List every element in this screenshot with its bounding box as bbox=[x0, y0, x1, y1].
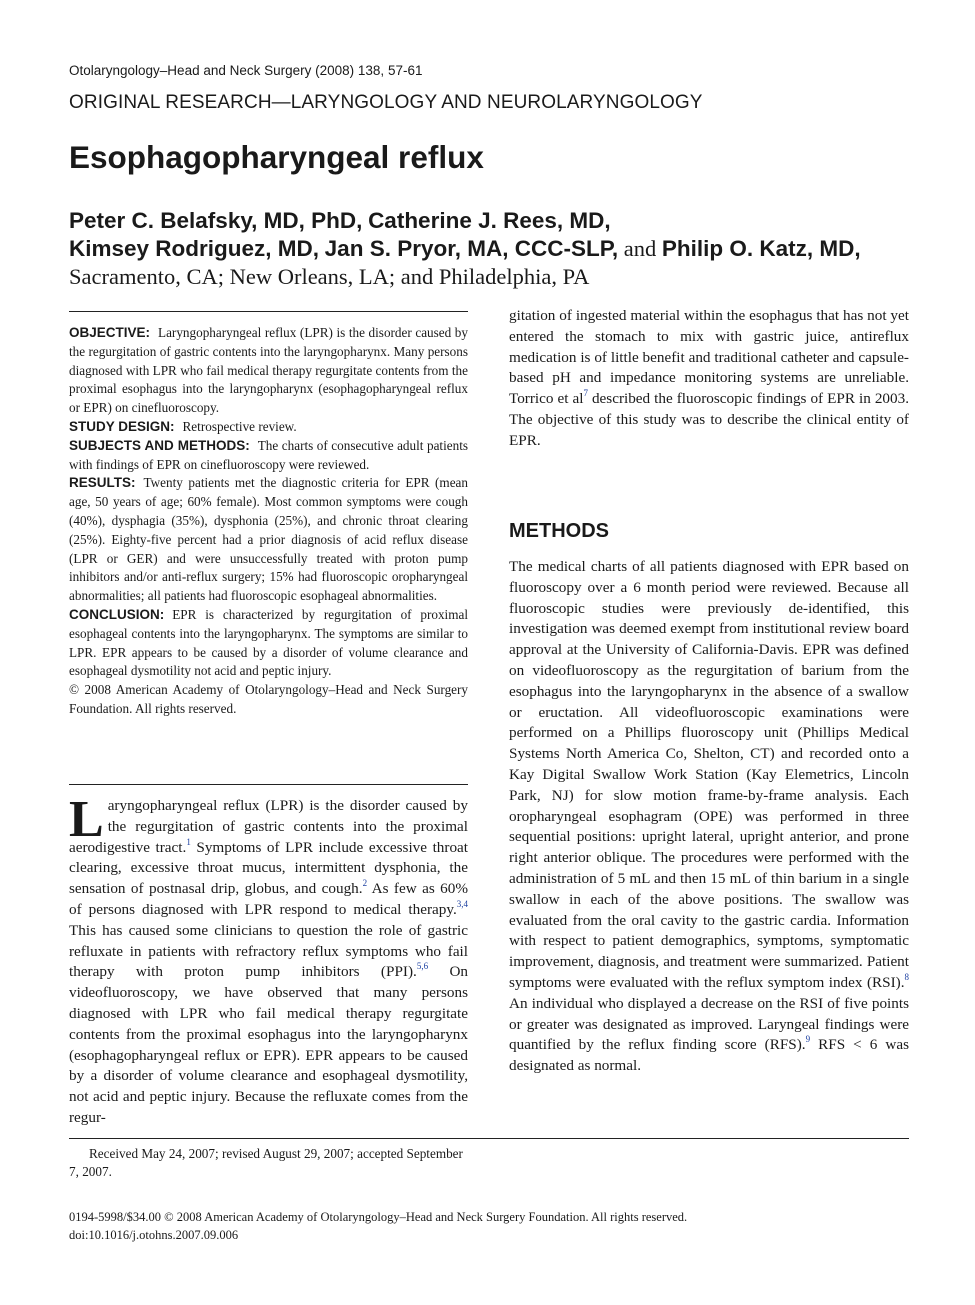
body-text: described the fluoroscopic findings of EPR in 2003. The objective of this study was to describe the clinical entity of EPR. bbox=[509, 390, 909, 449]
citation-link[interactable]: 9 bbox=[805, 1034, 811, 1045]
abstract-bottom-rule bbox=[69, 784, 468, 785]
abstract-text: The charts of consecutive adult patients with findings of EPR on cinefluoroscopy were reviewed. bbox=[69, 437, 468, 472]
footer-copyright: 0194-5998/$34.00 © 2008 American Academy of Otolaryngology–Head and Neck Surgery Foundation. All rights reserved. bbox=[69, 1210, 688, 1224]
citation-link[interactable]: 3,4 bbox=[456, 898, 468, 909]
author-name: Catherine J. Rees, MD, bbox=[368, 208, 611, 233]
section-heading: ORIGINAL RESEARCH—LARYNGOLOGY AND NEUROLARYNGOLOGY bbox=[69, 92, 703, 113]
journal-citation: Otolaryngology–Head and Neck Surgery (2008) 138, 57-61 bbox=[69, 63, 423, 78]
footnote-rule bbox=[69, 1138, 909, 1139]
received-dates: Received May 24, 2007; revised August 29, 2007; accepted September 7, 2007. bbox=[69, 1146, 463, 1179]
body-text: As few as 60% of persons diagnosed with LPR respond to medical therapy. bbox=[69, 880, 468, 918]
author-name: Jan S. Pryor, MA, CCC-SLP, bbox=[324, 236, 619, 261]
body-text: On videofluoroscopy, we have observed that many persons diagnosed with LPR who fail medical therapy regurgitate contents from the proximal esophagus into the laryngopharynx (esophagopharyngeal reflux or EPR). EPR appears to be caused by a disorder of volume clearance and esophageal dysmotility, not acid and peptic injury. Because the refluxate comes from the regur- bbox=[69, 963, 469, 1126]
body-text: This has caused some clinicians to question the role of gastric refluxate in patients with refractory reflux symptoms who fail therapy with proton pump inhibitors (PPI). bbox=[69, 921, 468, 981]
author-name: Philip O. Katz, MD, bbox=[661, 236, 861, 261]
abstract-design bbox=[69, 418, 468, 437]
drop-cap: L bbox=[69, 791, 104, 848]
abstract bbox=[69, 324, 468, 719]
abstract-label: CONCLUSION: bbox=[69, 606, 165, 622]
abstract-results bbox=[69, 474, 468, 606]
abstract-label: SUBJECTS AND METHODS: bbox=[69, 437, 250, 453]
author-name: Kimsey Rodriguez, MD, bbox=[69, 236, 320, 261]
citation-link[interactable]: 7 bbox=[583, 388, 588, 399]
abstract-text: EPR is characterized by regurgitation of proximal esophageal contents into the laryngopharynx. The symptoms are similar to LPR. EPR appears to be caused by a disorder of volume clearance and esophageal dysmotility not acid and peptic injury. bbox=[69, 606, 468, 679]
abstract-text: Twenty patients met the diagnostic criteria for EPR (mean age, 50 years of age; 60% female). Most common symptoms were cough (40%), dysphagia (35%), dysphonia (25%), and chronic throat clearing (25%). Eighty-five percent had a prior diagnosis of acid reflux disease (LPR or GER) and were unsuccessfully treated with proton pump inhibitors and/or anti-reflux surgery; 15% had fluoroscopic oropharyngeal abnormalities; all patients had fluoroscopic esophageal abnormalities. bbox=[69, 475, 468, 604]
abstract-methods bbox=[69, 437, 468, 475]
doi[interactable]: doi:10.1016/j.otohns.2007.09.006 bbox=[69, 1228, 239, 1242]
abstract-top-rule bbox=[69, 311, 468, 312]
citation-link[interactable]: 1 bbox=[186, 836, 191, 847]
methods-heading: METHODS bbox=[509, 520, 609, 542]
abstract-conclusion bbox=[69, 606, 468, 681]
author-locations: Sacramento, CA; New Orleans, LA; and Philadelphia, PA bbox=[69, 264, 590, 289]
abstract-label: STUDY DESIGN: bbox=[69, 418, 175, 434]
introduction-continued bbox=[509, 306, 909, 452]
abstract-objective bbox=[69, 324, 468, 418]
citation-link[interactable]: 2 bbox=[362, 878, 368, 889]
body-text: aryngopharyngeal reflux (LPR) is the disorder caused by the regurgitation of gastric contents into the proximal aerodigestive tract. bbox=[69, 797, 468, 856]
author-name: Peter C. Belafsky, MD, PhD, bbox=[69, 208, 363, 233]
abstract-copyright: © 2008 American Academy of Otolaryngology–Head and Neck Surgery Foundation. All rights reserved. bbox=[69, 682, 468, 716]
body-text: An individual who displayed a decrease on the RSI of five points or greater was designated as improved. Laryngeal findings were quantified by the reflux finding score (RFS). bbox=[509, 994, 909, 1054]
abstract-text: Laryngopharyngeal reflux (LPR) is the disorder caused by the regurgitation of gastric contents into the laryngopharynx. Many persons diagnosed with LPR who fail medical therapy regurgitate contents from the proximal esophagus into the laryngopharynx (esophagopharyngeal reflux or EPR) on cinefluoroscopy. bbox=[69, 325, 468, 416]
article-title: Esophagopharyngeal reflux bbox=[69, 139, 484, 175]
body-text: RFS < 6 was designated as normal. bbox=[509, 1036, 909, 1075]
citation-link[interactable]: 5,6 bbox=[416, 961, 429, 972]
body-text: Symptoms of LPR include excessive throat clearing, excessive throat mucus, intermittent dysphonia, the sensation of postnasal drip, globus, and cough. bbox=[69, 838, 468, 898]
introduction-text bbox=[69, 791, 469, 1129]
abstract-label: OBJECTIVE: bbox=[69, 325, 151, 340]
citation-link[interactable]: 8 bbox=[904, 971, 909, 982]
body-text: gitation of ingested material within the esophagus that has not yet entered the stomach to mix with gastric juice, antireflux medication is of little benefit and traditional catheter and capsule-based pH and impedance monitoring systems are unreliable. Torrico et al bbox=[509, 307, 909, 408]
abstract-label: RESULTS: bbox=[69, 475, 136, 491]
body-text: The medical charts of all patients diagnosed with EPR based on fluoroscopy over a 6 month period were reviewed. Because all fluoroscopic studies were previously de-identified, this investigation was deemed exempt from institutional review board approval at the University of California-Davis. EPR was defined on videofluoroscopy as the regurgitation of barium from the esophagus into the laryngopharynx in the absence of a swallow or eructation. All videofluoroscopic examinations were performed on a Phillips fluoroscopy unit (Phillips Medical Systems North America Co, Shelton, CT) and recorded onto a Kay Digital Swallow Work Station (Kay Elemetrics, Lincoln Park, NJ) for slow motion frame-by-frame analysis. Each oropharyngeal esophagram (OPE) was performed in three sequential positions: upright lateral, upright anterior, and prone right anterior oblique. The procedures were performed with the administration of 5 mL and then 15 mL of thin barium in a single swallow in each of the above positions. The swallow was evaluated from the oral cavity to the gastric cardia. Information with respect to patient demographics, symptoms, symptomatic improvement, diagnosis, and treatment were summarized. Patient symptoms were evaluated with the reflux symptom index (RSI). bbox=[509, 558, 909, 991]
methods-text bbox=[509, 557, 909, 1077]
abstract-text: Retrospective review. bbox=[182, 418, 297, 434]
author-conjunction: and bbox=[623, 236, 657, 261]
author-list bbox=[69, 207, 919, 291]
